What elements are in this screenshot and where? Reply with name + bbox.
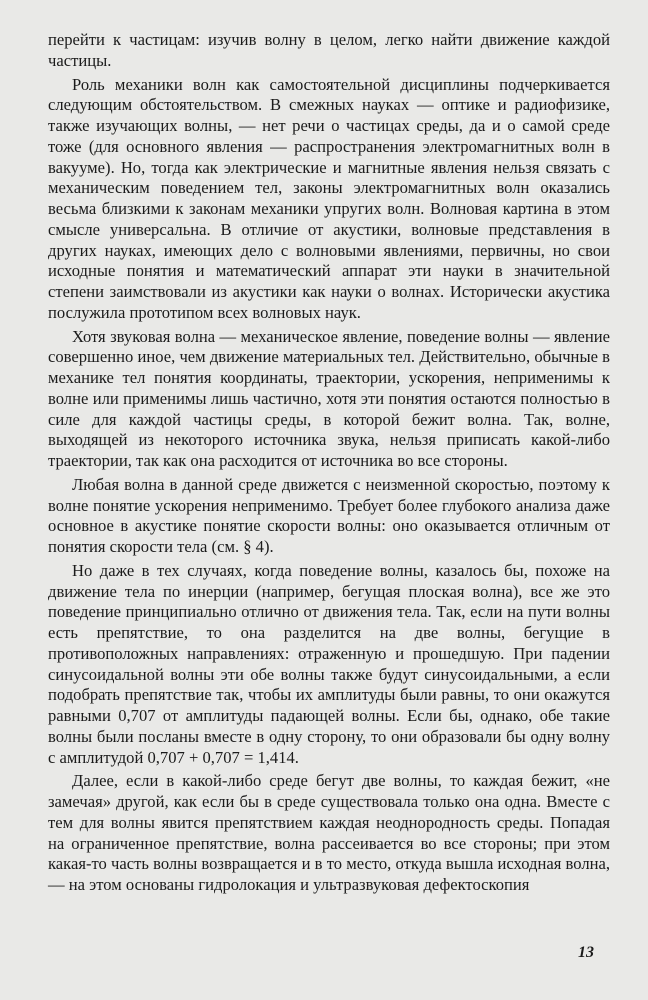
paragraph-wave-obstacle: Но даже в тех случаях, когда поведение волны, казалось бы, похоже на движение тела по инерции (например, бегущая плоская волна), все же это поведение принципиально отлично от движения тела. Так, если на пути волны есть препятствие, то она разделится на две волны, бегущие в противоположных направлениях: отраженную и прошедшую. При падении синусоидальной волны эти обе волны также будут синусоидальными, а если подобрать препятствие так, чтобы их амплитуды были равны, то они окажутся равными 0,707 от амплитуды падающей волны. Если бы, однако, обе такие волны были посланы вместе в одну сторону, то они образовали бы одну волну с амплитудой 0,707 + 0,707 = 1,414. xyxy=(48,560,610,767)
paragraph-wave-vs-body-motion: Хотя звуковая волна — механическое явление, поведение волны — явление совершенно иное, чем движение материальных тел. Действительно, обычные в механике тел понятия координаты, траектории, ускорения, неприменимы к волне или применимы лишь частично, хотя эти понятия остаются полностью в силе для каждой частицы среды, в которой бежит волна. Так, волне, выходящей из некоторого источника звука, нельзя приписать какой-либо траектории, так как она расходится от источника во все стороны. xyxy=(48,326,610,470)
page-text xyxy=(48,30,610,896)
paragraph-wave-speed: Любая волна в данной среде движется с неизменной скоростью, поэтому к волне понятие ускорения неприменимо. Требует более глубокого анализа даже основное в акустике понятие скорости волны: оно оказывается отличным от понятия скорости тела (см. § 4). xyxy=(48,474,610,556)
page-number: 13 xyxy=(578,944,594,961)
paragraph-continued: перейти к частицам: изучив волну в целом, легко найти движение каждой частицы. xyxy=(48,30,610,70)
paragraph-wave-mechanics-role: Роль механики волн как самостоятельной дисциплины подчеркивается следующим обстоятельством. В смежных науках — оптике и радиофизике, также изучающих волны, — нет речи о частицах среды, да и о самой среде тоже (для основного явления — распространения электромагнитных волн в вакууме). Но, тогда как электрические и магнитные явления нельзя связать с механическим поведением тел, законы электромагнитных волн оказались весьма близкими к законам механики упругих волн. Волновая картина в этом смысле универсальна. В отличие от акустики, волновые представления в других науках, имеющих дело с волновыми явлениями, первичны, но свои исходные понятия и математический аппарат эти науки в значительной степени заимствовали из акустики как науки о волнах. Исторически акустика послужила прототипом всех волновых наук. xyxy=(48,74,610,322)
paragraph-wave-superposition: Далее, если в какой-либо среде бегут две волны, то каждая бежит, «не замечая» другой, как если бы в среде существовала только она одна. Вместе с тем для волны явится препятствием каждая неоднородность среды. Попадая на ограниченное препятствие, волна рассеивается во все стороны; при этом какая-то часть волны возвращается и в то место, откуда вышла исходная волна, — на этом основаны гидролокация и ультразвуковая дефектоскопия xyxy=(48,771,610,894)
